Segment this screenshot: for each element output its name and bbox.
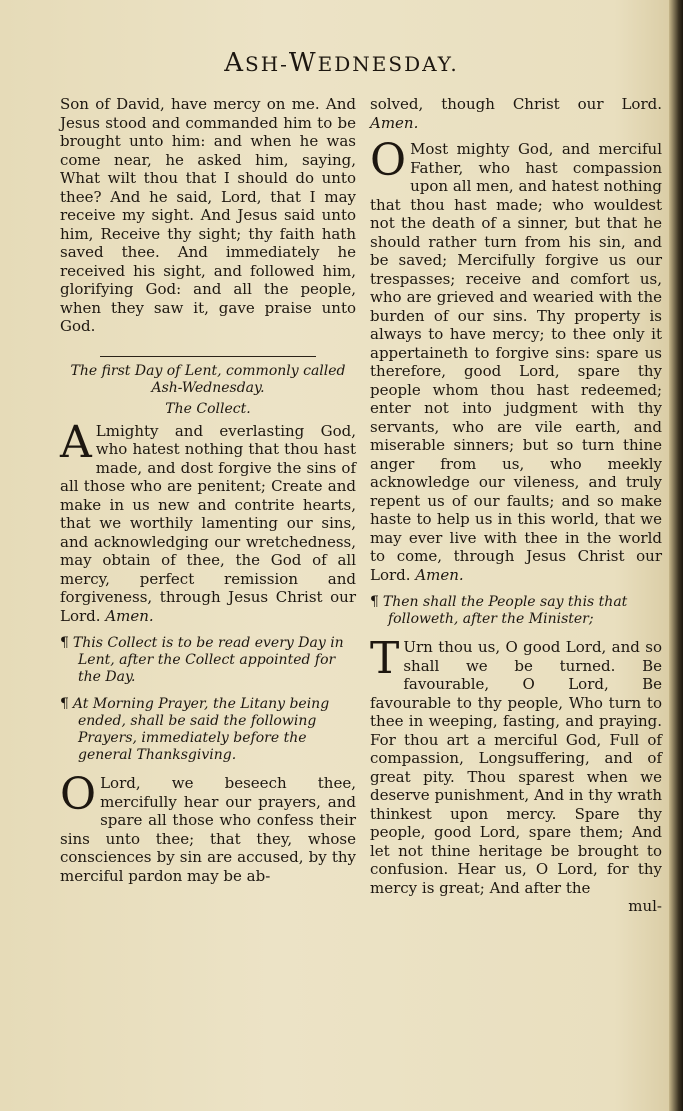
drop-cap: T — [370, 633, 400, 684]
prayer-continuation: solved, though Christ our Lord. Amen. — [370, 95, 662, 132]
pilcrow-icon: ¶ — [60, 635, 69, 651]
right-column — [370, 95, 662, 916]
rubric: ¶ This Collect is to be read every Day in Lent, after the Collect appointed for the Day. — [60, 635, 344, 685]
gospel-ending: Son of David, have mercy on me. And Jesus stood and commanded him to be brought unto him: and when he was come near, he asked him, saying, What wilt thou that I should do unto thee? And he said, Lord, that I may receive my sight. And Jesus said unto him, Receive thy sight; thy faith hath saved thee. And immediately he received his sight, and followed him, glorifying God: and all the people, when they saw it, gave praise unto God. — [60, 95, 356, 335]
collect-paragraph: A Lmighty and everlasting God, who hatest nothing that thou hast made, and dost forgive the sins of all those who are penitent; Create and make in us new and contrite hearts, that we worthily lamenting our sins, and acknowledging our wretchedness, may obtain of thee, the God of all mercy, perfect remission and forgiveness, through Jesus Christ our Lord. Amen. — [60, 416, 356, 625]
rubric: ¶ Then shall the People say this that followeth, after the Minister; — [370, 594, 628, 627]
page-title: ASH-WEDNESDAY. — [224, 48, 459, 78]
pilcrow-icon: ¶ — [60, 696, 69, 712]
divider — [100, 356, 316, 357]
prayer-paragraph: O Most mighty God, and merciful Father, who hast compassion upon all men, and hatest nothing that thou hast made; who wouldest not the death of a sinner, but that he should rather turn from his sin, and be saved; Mercifully forgive us our trespasses; receive and comfort us, who are grieved and wearied with the burden of our sins. Thy property is always to have mercy; to thee only it appertaineth to forgive sins: spare us therefore, good Lord, spare thy people whom thou hast redeemed; enter not into judgment with thy servants, who are vile earth, and miserable sinners; but so turn thine anger from us, who meekly acknowledge our vileness, and truly repent us of our faults; and so make haste to help us in this world, that we may ever live with thee in the world to come, through Jesus Christ our Lord. Amen. — [370, 135, 662, 584]
drop-cap: O — [60, 769, 97, 820]
drop-cap: O — [370, 135, 407, 186]
page-edge — [669, 0, 683, 1111]
catchword: mul- — [628, 897, 662, 915]
prayer-paragraph: O Lord, we beseech thee, mercifully hear our prayers, and spare all those who confess their sins unto thee; that they, whose consciences by sin are accused, by thy merciful pardon may be ab- — [60, 769, 356, 885]
response-paragraph: T Urn thou us, O good Lord, and so shall we be turned. Be favourable, O Lord, Be favourable to thy people, Who turn to thee in weeping, fasting, and praying. For thou art a merciful God, Full of compassion, Longsuffering, and of great pity. Thou sparest when we deserve punishment, And in thy wrath thinkest upon mercy. Spare thy people, good Lord, spare them; And let not thine heritage be brought to confusion. Hear us, O Lord, for thy mercy is great; And after the — [370, 633, 662, 897]
rubric: ¶ At Morning Prayer, the Litany being ended, shall be said the following Prayers, immediately before the general Thanksgiving. — [60, 696, 330, 763]
pilcrow-icon: ¶ — [370, 594, 379, 610]
left-column — [60, 95, 356, 885]
drop-cap: A — [60, 416, 92, 468]
section-heading: The first Day of Lent, commonly called Ash-Wednesday. — [70, 362, 346, 396]
collect-label: The Collect. — [165, 400, 251, 417]
